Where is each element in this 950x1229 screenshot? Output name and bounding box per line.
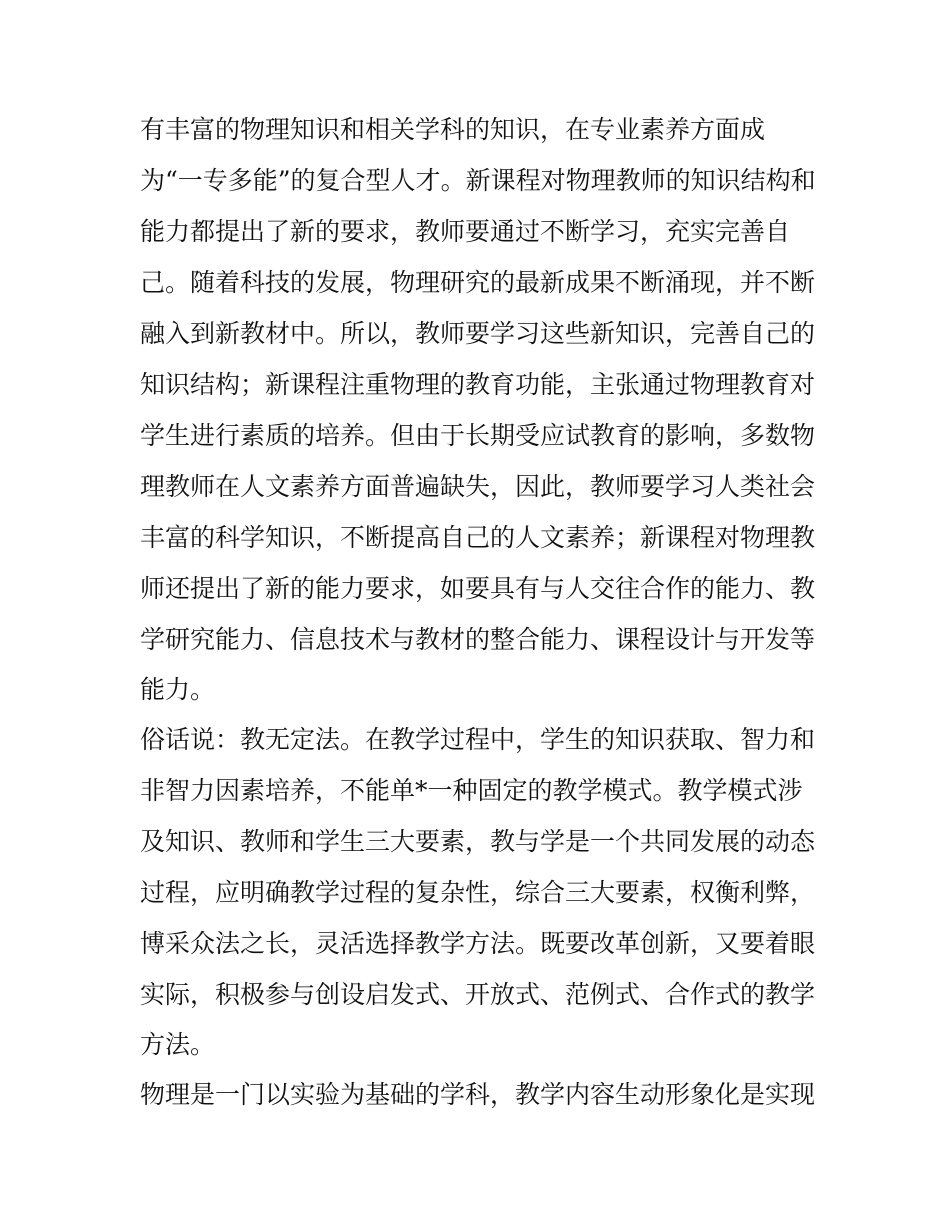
text-line: 博采众法之长，灵活选择教学方法。既要改革创新，又要着眼 [140, 929, 816, 958]
text-line: 过程，应明确教学过程的复杂性，综合三大要素，权衡利弊， [140, 878, 816, 907]
text-line: 融入到新教材中。所以，教师要学习这些新知识，完善自己的 [140, 319, 816, 348]
text-line: 及知识、教师和学生三大要素，教与学是一个共同发展的动态 [140, 827, 816, 856]
text-line: 知识结构；新课程注重物理的教育功能，主张通过物理教育对 [140, 370, 816, 399]
text-line: 能力。 [140, 675, 216, 704]
text-line: 实际，积极参与创设启发式、开放式、范例式、合作式的教学 [140, 980, 816, 1009]
text-line: 学研究能力、信息技术与教材的整合能力、课程设计与开发等 [140, 625, 816, 654]
document-body [140, 104, 830, 1120]
text-line: 师还提出了新的能力要求，如要具有与人交往合作的能力、教 [140, 574, 816, 603]
text-line: 为“一专多能”的复合型人才。新课程对物理教师的知识结构和 [140, 166, 816, 195]
text-line: 丰富的科学知识，不断提高自己的人文素养；新课程对物理教 [140, 523, 816, 552]
text-line: 理教师在人文素养方面普遍缺失，因此，教师要学习人类社会 [140, 472, 816, 501]
text-line: 方法。 [140, 1030, 216, 1059]
text-line: 己。随着科技的发展，物理研究的最新成果不断涌现，并不断 [140, 268, 816, 297]
text-line: 非智力因素培养，不能单*一种固定的教学模式。教学模式涉 [140, 776, 803, 805]
text-line: 物理是一门以实验为基础的学科，教学内容生动形象化是实现 [140, 1080, 816, 1109]
text-line: 能力都提出了新的要求，教师要通过不断学习，充实完善自 [140, 217, 791, 246]
text-line: 学生进行素质的培养。但由于长期受应试教育的影响，多数物 [140, 421, 816, 450]
text-line: 有丰富的物理知识和相关学科的知识，在专业素养方面成 [140, 115, 766, 144]
text-line: 俗话说：教无定法。在教学过程中，学生的知识获取、智力和 [140, 725, 816, 754]
